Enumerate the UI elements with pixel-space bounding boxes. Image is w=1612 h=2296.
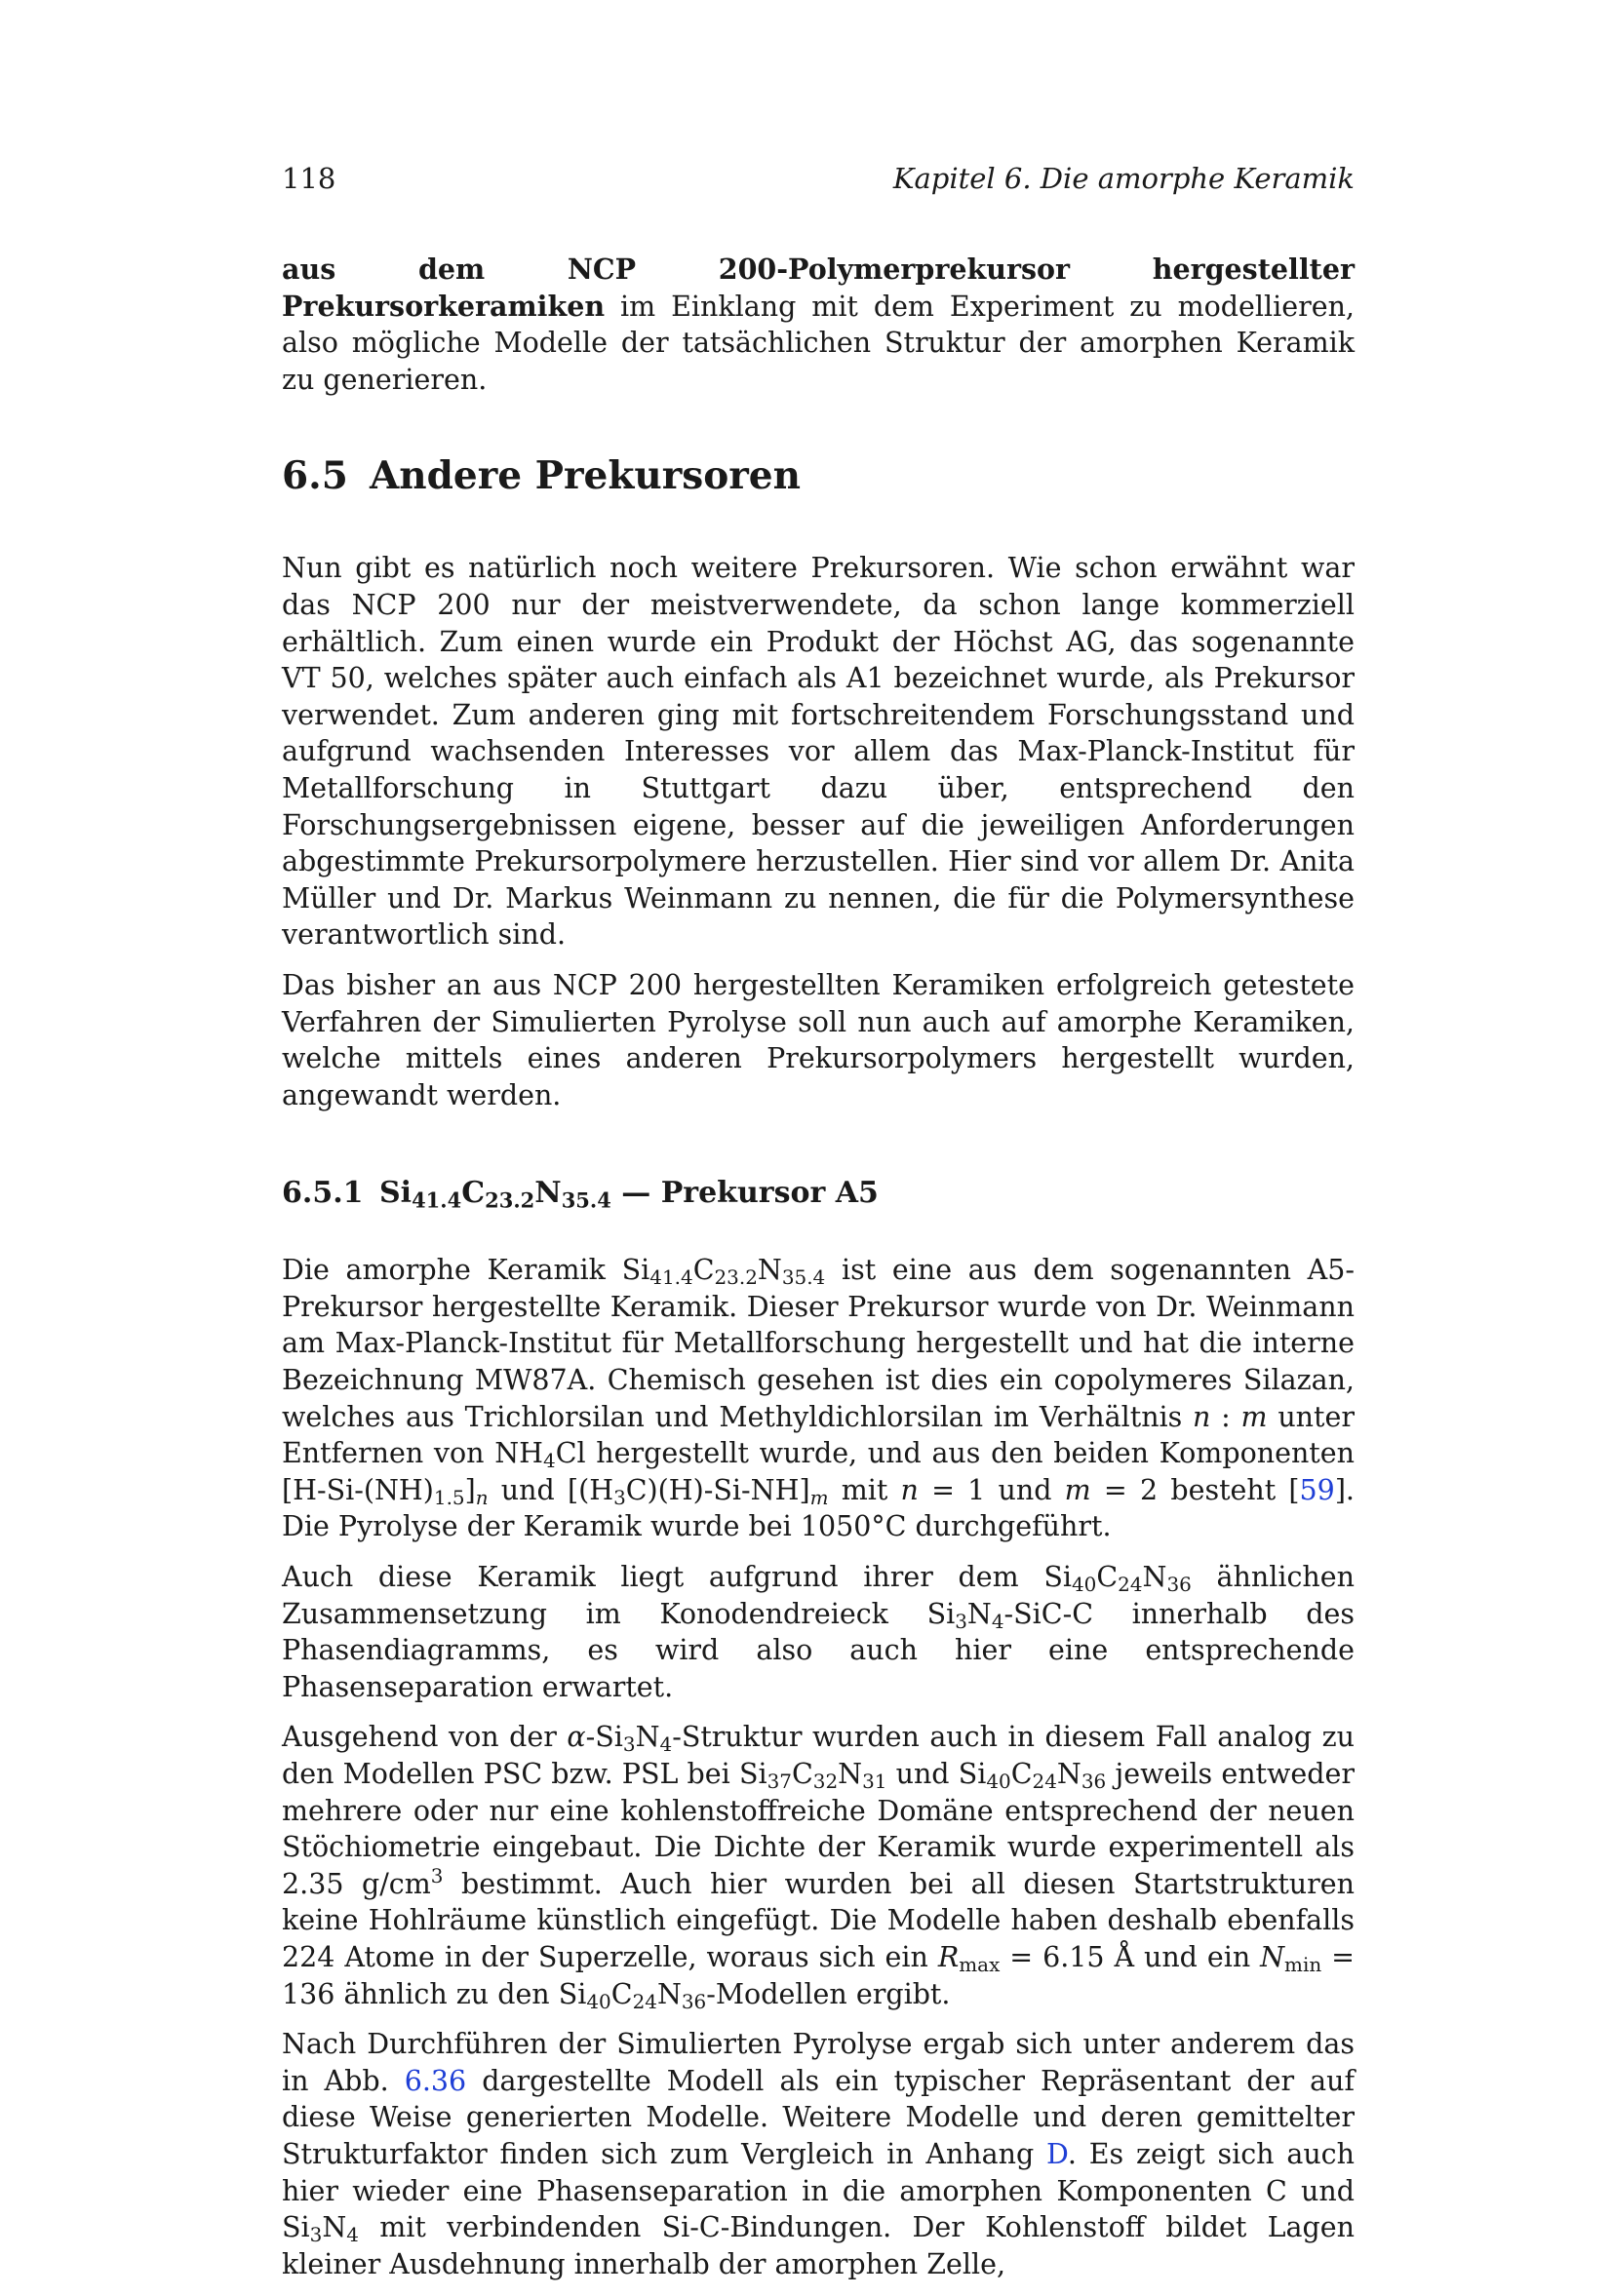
section-heading [282, 452, 1355, 499]
citation-link[interactable]: 59 [1299, 1473, 1335, 1506]
subsection-number: 6.5.1 [282, 1176, 364, 1211]
appendix-link[interactable]: D [1046, 2137, 1068, 2170]
paragraph-phase-separation: Auch diese Keramik liegt aufgrund ihrer dem $Si_{40}C_{24}N_{36}$ ähnlichen Zusammensetzung im Konodendreieck $Si_3N_4-SiC-C$ innerhalb des Phasendiagramms, es wird also auch hier eine entsprechende Phasenseparation erwartet. [282, 1561, 1356, 1703]
subsection-formula: $Si_{41.4}C_{23.2}N_{35.4}$ [379, 1176, 611, 1213]
formula-si3n4: $Si_3N_4$ [926, 1597, 1004, 1633]
page-number: 118 [282, 162, 336, 195]
intro-bold-lead: aus dem NCP 200-Polymerprekursor hergestellter Prekursorkeramiken [282, 253, 1355, 323]
paragraph-models: Ausgehend von der $\alpha-Si_3N_4$-Struktur wurden auch in diesem Fall analog zu den Modellen PSC bzw. PSL bei $Si_{37}C_{32}N_{31}$ und $Si_{40}C_{24}N_{36}$ jeweils entweder mehrere oder nur eine kohlenstoffreiche Domäne entsprechend der neuen Stöchiometrie eingebaut. Die Dichte der Keramik wurde experimentell als 2.35 $g/cm^3$ bestimmt. Auch hier wurden bei all diesen Startstrukturen keine Hohlräume künstlich eingefügt. Die Modelle haben deshalb ebenfalls 224 Atome in der Superzelle, woraus sich ein $R_{max} = 6.15$ Å und ein $N_{min} = 136$ ähnlich zu den $Si_{40}C_{24}N_{36}$-Modellen ergibt. [282, 1721, 1355, 2013]
subsection-title: — Prekursor A5 [610, 1176, 879, 1211]
running-title: Kapitel 6. Die amorphe Keramik [892, 162, 1355, 195]
intro-paragraph [282, 252, 1355, 398]
subsection-heading [282, 1174, 1355, 1213]
page-body [282, 252, 1355, 2296]
section-number: 6.5 [282, 453, 348, 499]
section-title: Andere Prekursoren [370, 453, 801, 499]
paragraph-a5-description: Die amorphe Keramik $Si_{41.4}C_{23.2}N_{35.4}$ ist eine aus dem sogenannten A5-Prekursor hergestellte Keramik. Dieser Prekursor wurde von Dr. Weinmann am Max-Planck-Institut für Metallforschung hergestellt und hat die interne Bezeichnung MW87A. Chemisch gesehen ist dies ein copolymeres Silazan, welches aus Trichlorsilan und Methyldichlorsilan im Verhältnis n : m unter Entfernen von $NH_4Cl$ hergestellt wurde, und aus den beiden Komponenten $[H-Si-(NH)_{1.5}]_n$ und $[(H_3C)(H)-Si-NH]_m$ mit n = 1 und m = 2 besteht [59]. Die Pyrolyse der Keramik wurde bei 1050°C durchgeführt. [282, 1254, 1355, 1543]
figure-link[interactable]: 6.36 [404, 2064, 467, 2097]
section-paragraph-2: Das bisher an aus NCP 200 hergestellten Keramiken erfolgreich getestete Verfahren der Simulierten Pyrolyse soll nun auch auf amorphe Keramiken, welche mittels eines anderen Prekursorpolymers hergestellt wurden, angewandt werden. [282, 968, 1355, 1111]
formula-si41c23n35: $Si_{41.4}C_{23.2}N_{35.4}$ [621, 1254, 826, 1290]
section-paragraph-1: Nun gibt es natürlich noch weitere Prekursoren. Wie schon erwähnt war das NCP 200 nur der meistverwendete, da schon lange kommerziell erhältlich. Zum einen wurde ein Produkt der Höchst AG, das sogenannte VT 50, welches später auch einfach als A1 bezeichnet wurde, als Prekursor verwendet. Zum anderen ging mit fortschreitendem Forschungsstand und aufgrund wachsenden Interesses vor allem das Max-Planck-Institut für Metallforschung in Stuttgart dazu über, entsprechend den Forschungsergebnissen eigene, besser auf die jeweiligen Anforderungen abgestimmte Prekursorpolymere herzustellen. Hier sind vor allem Dr. Anita Müller und Dr. Markus Weinmann zu nennen, die für die Polymersynthese verantwortlich sind. [282, 552, 1355, 952]
formula-si40c24n36: $Si_{40}C_{24}N_{36}$ [1043, 1561, 1192, 1597]
formula-si37c32n31: $Si_{37}C_{32}N_{31}$ [738, 1758, 887, 1793]
paragraph-simulation-result: Nach Durchführen der Simulierten Pyrolyse ergab sich unter anderem das in Abb. 6.36 dargestellte Modell als ein typischer Repräsentant der auf diese Weise generierten Modelle. Weitere Modelle und deren gemittelter Strukturfaktor finden sich zum Vergleich in Anhang D. Es zeigt sich auch hier wieder eine Phasenseparation in die amorphen Komponenten C und $Si_3N_4$ mit verbindenden Si-C-Bindungen. Der Kohlenstoff bildet Lagen kleiner Ausdehnung innerhalb der amorphen Zelle, [282, 2028, 1356, 2280]
intro-text: im Einklang mit dem Experiment zu modellieren, also mögliche Modelle der tatsächlichen Struktur der amorphen Keramik zu generieren. [282, 290, 1355, 396]
